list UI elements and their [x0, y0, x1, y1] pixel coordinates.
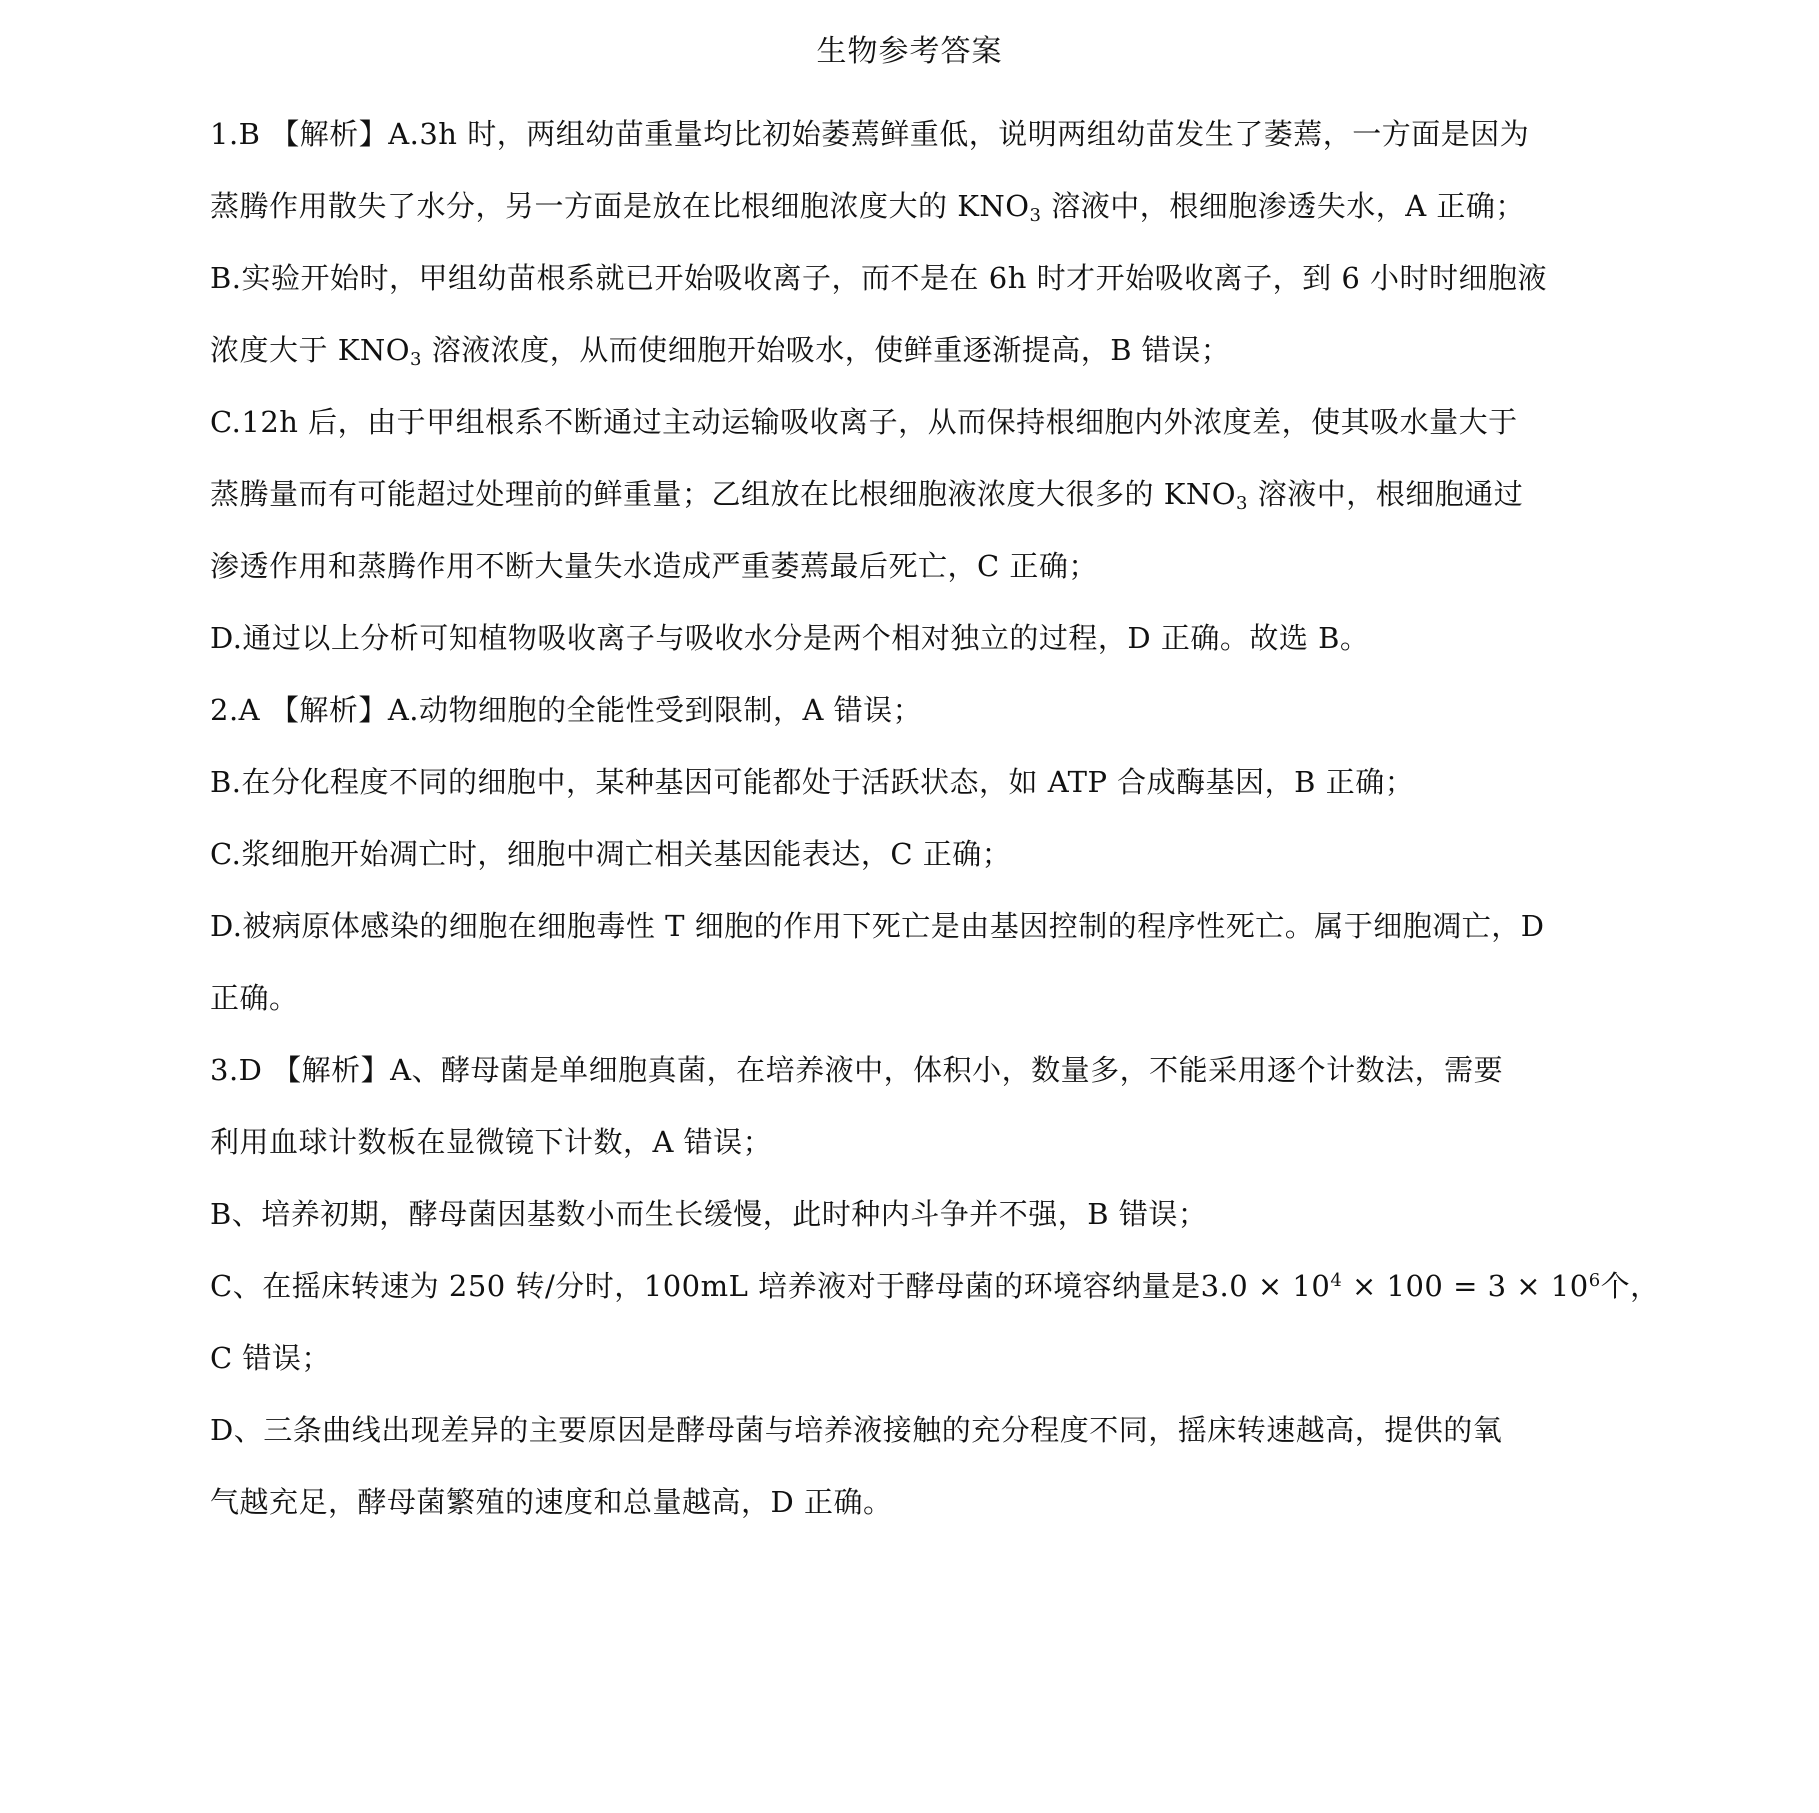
- text-run: 蒸腾量而有可能超过处理前的鲜重量；乙组放在比根细胞液浓度大很多的 KNO: [210, 477, 1237, 511]
- subscript: 3: [1029, 205, 1042, 226]
- text-line: 正确。: [210, 981, 299, 1015]
- text-run: C、在摇床转速为 250 转/分时，100mL 培养液对于酵母菌的环境容纳量是3.0 × 10: [210, 1269, 1331, 1303]
- text-line: 渗透作用和蒸腾作用不断大量失水造成严重萎蔫最后死亡，C 正确；: [210, 549, 1098, 583]
- text-line: 1.B 【解析】A.3h 时，两组幼苗重量均比初始萎蔫鲜重低，说明两组幼苗发生了萎蔫，一方面是因为: [210, 117, 1530, 151]
- text-line: D.被病原体感染的细胞在细胞毒性 T 细胞的作用下死亡是由基因控制的程序性死亡。属于细胞凋亡，D: [210, 909, 1545, 943]
- text-line: D.通过以上分析可知植物吸收离子与吸收水分是两个相对独立的过程，D 正确。故选 B。: [210, 621, 1370, 655]
- text-run: 浓度大于 KNO: [210, 333, 411, 367]
- superscript: 6: [1588, 1270, 1601, 1291]
- text-line: C.浆细胞开始凋亡时，细胞中凋亡相关基因能表达，C 正确；: [210, 837, 1012, 871]
- answer-body: [210, 98, 1670, 1538]
- text-line: B、培养初期，酵母菌因基数小而生长缓慢，此时种内斗争并不强，B 错误；: [210, 1197, 1208, 1231]
- subscript: 3: [410, 349, 422, 370]
- text-run: × 100 = 3 × 10: [1342, 1269, 1589, 1303]
- text-line: 气越充足，酵母菌繁殖的速度和总量越高，D 正确。: [210, 1485, 893, 1519]
- text-run: 溶液中，根细胞通过: [1248, 477, 1524, 511]
- text-line: C.12h 后，由于甲组根系不断通过主动运输吸收离子，从而保持根细胞内外浓度差，使其吸水量大于: [210, 405, 1518, 439]
- page-title: 生物参考答案: [816, 34, 1003, 69]
- superscript: 4: [1330, 1270, 1343, 1291]
- text-run: 蒸腾作用散失了水分，另一方面是放在比根细胞浓度大的 KNO: [210, 189, 1030, 223]
- text-run: 溶液中，根细胞渗透失水，A 正确；: [1041, 189, 1525, 223]
- text-line: [210, 1250, 1670, 1322]
- text-line: B.在分化程度不同的细胞中，某种基因可能都处于活跃状态，如 ATP 合成酶基因，B 正确；: [210, 765, 1415, 799]
- text-line: B.实验开始时，甲组幼苗根系就已开始吸收离子，而不是在 6h 时才开始吸收离子，到 6 小时时细胞液: [210, 261, 1547, 295]
- text-line: C 错误；: [210, 1341, 331, 1375]
- subscript: 3: [1236, 493, 1248, 514]
- text-line: [210, 458, 1670, 530]
- text-line: 2.A 【解析】A.动物细胞的全能性受到限制，A 错误；: [210, 693, 923, 727]
- text-line: 3.D 【解析】A、酵母菌是单细胞真菌，在培养液中，体积小，数量多，不能采用逐个计数法，需要: [210, 1053, 1504, 1087]
- text-run: 溶液浓度，从而使细胞开始吸水，使鲜重逐渐提高，B 错误；: [422, 333, 1231, 367]
- text-line: D、三条曲线出现差异的主要原因是酵母菌与培养液接触的充分程度不同，摇床转速越高，提供的氧: [210, 1413, 1503, 1447]
- text-line: [210, 170, 1670, 242]
- text-line: [210, 314, 1670, 386]
- text-run: 个，: [1600, 1269, 1660, 1303]
- text-line: 利用血球计数板在显微镜下计数，A 错误；: [210, 1125, 773, 1159]
